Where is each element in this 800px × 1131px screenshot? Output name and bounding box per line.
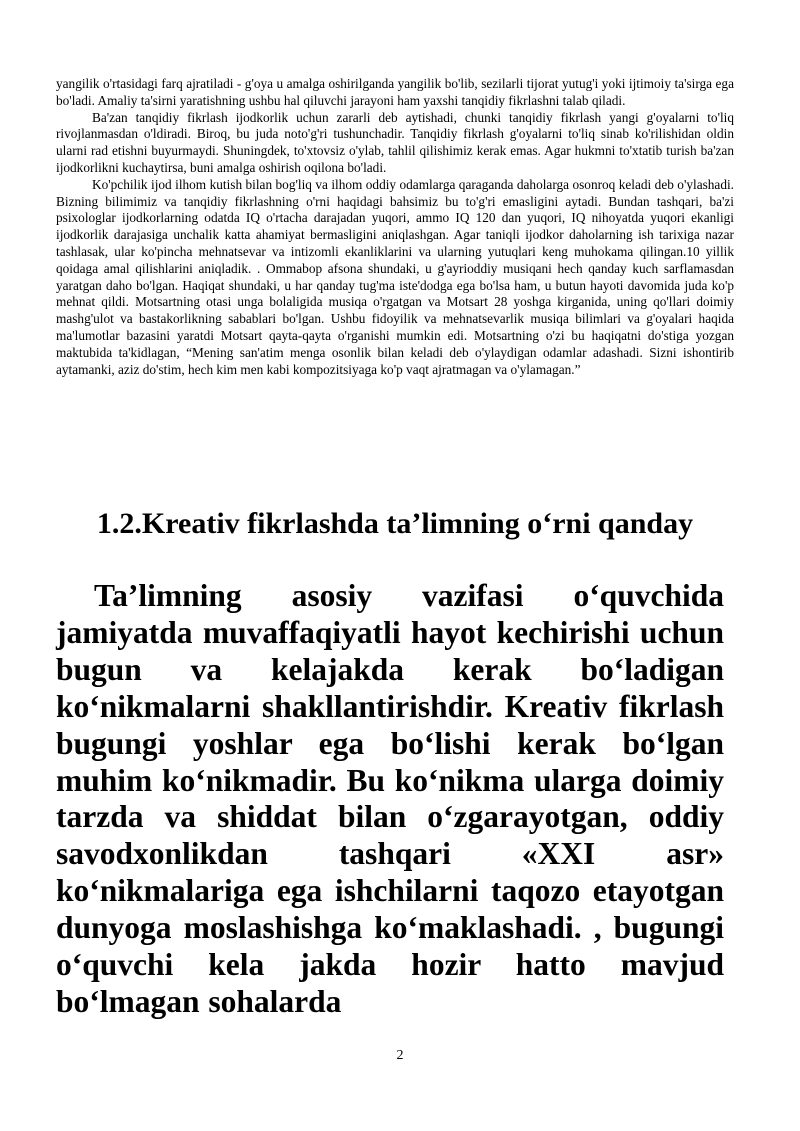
page-number: 2 (396, 1048, 404, 1063)
paragraph-3: Ko'pchilik ijod ilhom kutish bilan bog'liq va ilhom oddiy odamlarga qaraganda daholarga osonroq keladi deb o'ylashadi. Bizning bilimimiz va tanqidiy fikrlashning o'rni haqidagi bahsimiz bu to'g'ri emasligini aytadi. Bundan tashqari, ba'zi psixologlar ijodkorlarning odatda IQ o'rtacha darajadan yuqori, ammo IQ 120 dan yuqori, IQ nihoyatda yuqori ekanligi ijodkorlik darajasiga unchalik katta ahamiyat bermasligini aniqlashgan. Agar taniqli ijodkor daholarning ish tarixiga nazar tashlasak, ular ko'pincha mehnatsevar va intizomli ekanliklarini va ularning yutuqlari keng muhokama qilingan.10 yillik qoidaga amal qilishlarini aniqladik. . Ommabop afsona shundaki, u g'ayrioddiy musiqani hech qanday kuch sarflamasdan yaratgan daho bo'lgan. Haqiqat shundaki, u har qanday tug'ma iste'dodga ega bo'lsa ham, u butun hayoti davomida juda ko'p mehnat qildi. Motsartning otasi unga bolaligida musiqa o'rgatgan va Motsart 28 yoshga kirganida, uning qo'llari doimiy mashg'ulot va bastakorlikning sabablari bo'lgan. Ushbu fidoyilik va mehnatsevarlik musiqa bilimlari va g'oyalari haqida ma'lumotlar bazasini yaratdi Motsart qayta-qayta o'rganishi mumkin edi. Motsartning o'zi bu haqiqatni do'stiga yozgan maktubida ta'kidlagan, “Mening san'atim menga osonlik bilan keladi deb o'ylaydigan odamlar adashadi. Sizni ishontirib aytamanki, aziz do'stim, hech kim men kabi kompozitsiyaga ko'p vaqt ajratmagan va o'ylamagan.” (56, 176, 734, 377)
large-paragraph: Ta’limning asosiy vazifasi o‘quvchida jamiyatda muvaffaqiyatli hayot kechirishi uchun bugun va kelajakda kerak bo‘ladigan ko‘nikmalarni shakllantirishdir. Kreativ fikrlash bugungi yoshlar ega bo‘lishi kerak bo‘lgan muhim ko‘nikmadir. Bu ko‘nikma ularga doimiy tarzda va shiddat bilan o‘zgarayotgan, oddiy savodxonlikdan tashqari «XXI asr» ko‘nikmalariga ega ishchilarni taqozo etayotgan dunyoga moslashishga ko‘maklashadi. , bugungi o‘quvchi kela jakda hozir hatto mavjud bo‘lmagan sohalarda (56, 578, 724, 1019)
paragraph-1: yangilik o'rtasidagi farq ajratiladi - g'oya u amalga oshirilganda yangilik bo'lib, sezilarli tijorat yutug'i yoki ijtimoiy ta'sirga ega bo'ladi. Amaliy ta'sirni yaratishning ushbu hal qiluvchi jarayoni ham yaxshi tanqidiy fikrlashni talab qiladi. (56, 76, 734, 108)
section-heading: 1.2.Kreativ fikrlashda ta’limning o‘rni qanday (96, 507, 694, 540)
body-text (56, 76, 734, 378)
paragraph-2: Ba'zan tanqidiy fikrlash ijodkorlik uchun zararli deb aytishadi, chunki tanqidiy fikrlash yangi g'oyalarni to'liq rivojlanmasdan o'ldiradi. Biroq, bu juda noto'g'ri tushunchadir. Tanqidiy fikrlash g'oyalarni to'liq sinab ko'rilishidan oldin ularni rad etishni buyurmaydi. Shuningdek, to'xtovsiz o'ylab, tahlil qilishimiz kerak emas. Agar hukmni to'xtatib turish ba'zan ijodkorlikni kuchaytirsa, buni amalga oshirish oqilona bo'ladi. (56, 109, 734, 175)
